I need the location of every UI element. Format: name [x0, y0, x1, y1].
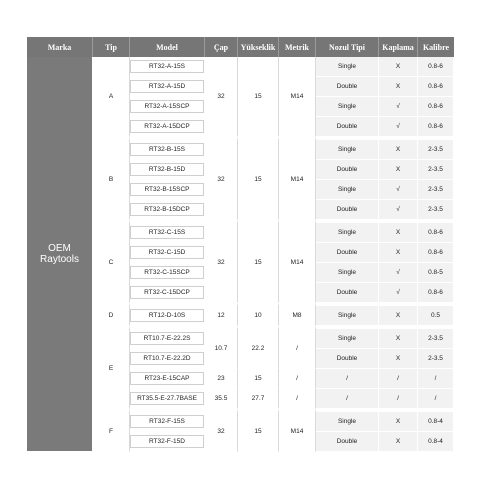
model-cell — [130, 97, 205, 117]
model-label: RT32-C-15S — [130, 226, 204, 239]
model-cell — [130, 369, 205, 389]
metrik-cell: / — [279, 389, 316, 409]
metrik-cell: / — [279, 326, 316, 369]
yukseklik-cell: 27.7 — [238, 389, 279, 409]
marka-cell — [27, 57, 93, 452]
metrik-cell: M14 — [279, 220, 316, 303]
cap-cell: 32 — [205, 220, 238, 303]
nozul-tipi-cell: Single — [316, 57, 379, 77]
nozul-tipi-cell: Single — [316, 326, 379, 349]
nozul-tipi-cell: Single — [316, 409, 379, 432]
metrik-cell: M8 — [279, 303, 316, 326]
model-cell — [130, 77, 205, 97]
model-label: RT35.5-E-27.7BASE — [130, 392, 204, 405]
model-label: RT32-A-15S — [130, 60, 204, 73]
kalibre-cell: 0.8-6 — [418, 97, 454, 117]
kalibre-cell: 0.8-4 — [418, 409, 454, 432]
nozul-tipi-cell: Double — [316, 283, 379, 303]
nozul-tipi-cell: Double — [316, 349, 379, 369]
kalibre-cell: 0.8-5 — [418, 263, 454, 283]
nozul-tipi-cell: Double — [316, 160, 379, 180]
cap-cell: 32 — [205, 409, 238, 452]
kalibre-cell: 2-3.5 — [418, 160, 454, 180]
model-label: RT32-C-15SCP — [130, 266, 204, 279]
tip-cell: F — [93, 409, 130, 452]
model-cell — [130, 432, 205, 452]
kalibre-cell: 0.8-4 — [418, 432, 454, 452]
kaplama-cell: X — [379, 243, 418, 263]
kaplama-cell: √ — [379, 97, 418, 117]
nozul-tipi-cell: Single — [316, 220, 379, 243]
kalibre-cell: 2-3.5 — [418, 137, 454, 160]
nozul-tipi-cell: Double — [316, 432, 379, 452]
model-label: RT12-D-10S — [130, 309, 204, 322]
kaplama-cell: X — [379, 326, 418, 349]
model-label: RT23-E-15CAP — [130, 372, 204, 385]
model-label: RT32-A-15SCP — [130, 100, 204, 113]
nozul-tipi-cell: Double — [316, 200, 379, 220]
model-label: RT10.7-E-22.2D — [130, 352, 204, 365]
metrik-cell: M14 — [279, 137, 316, 220]
metrik-cell: M14 — [279, 57, 316, 137]
nozul-tipi-cell: Single — [316, 137, 379, 160]
model-cell — [130, 326, 205, 349]
model-label: RT32-B-15D — [130, 163, 204, 176]
kalibre-cell: 2-3.5 — [418, 349, 454, 369]
model-cell — [130, 243, 205, 263]
kaplama-cell: X — [379, 57, 418, 77]
table-row — [27, 57, 454, 77]
kaplama-cell: X — [379, 409, 418, 432]
metrik-cell: / — [279, 369, 316, 389]
header-nozul-tipi: Nozul Tipi — [316, 37, 379, 57]
model-label: RT32-B-15DCP — [130, 203, 204, 216]
marka-line-1: OEM — [48, 243, 71, 254]
model-cell — [130, 389, 205, 409]
nozul-tipi-cell: Double — [316, 243, 379, 263]
kaplama-cell: X — [379, 349, 418, 369]
nozul-tipi-cell: Double — [316, 77, 379, 97]
yukseklik-cell: 15 — [238, 409, 279, 452]
model-cell — [130, 220, 205, 243]
cap-cell: 35.5 — [205, 389, 238, 409]
kaplama-cell: √ — [379, 263, 418, 283]
model-label: RT10.7-E-22.2S — [130, 332, 204, 345]
model-cell — [130, 263, 205, 283]
model-cell — [130, 409, 205, 432]
kaplama-cell: / — [379, 369, 418, 389]
model-cell — [130, 349, 205, 369]
kalibre-cell: 0.8-6 — [418, 117, 454, 137]
kalibre-cell: 0.8-6 — [418, 220, 454, 243]
model-label: RT32-C-15DCP — [130, 286, 204, 299]
yukseklik-cell: 15 — [238, 220, 279, 303]
model-label: RT32-A-15DCP — [130, 120, 204, 133]
header-metrik: Metrik — [279, 37, 316, 57]
tip-cell: B — [93, 137, 130, 220]
kaplama-cell: √ — [379, 117, 418, 137]
kalibre-cell: 0.8-6 — [418, 283, 454, 303]
model-cell — [130, 283, 205, 303]
nozul-tipi-cell: / — [316, 369, 379, 389]
product-table-container — [27, 37, 454, 452]
marka-line-2: Raytools — [40, 254, 79, 265]
tip-cell: D — [93, 303, 130, 326]
model-cell — [130, 137, 205, 160]
kalibre-cell: 0.8-6 — [418, 243, 454, 263]
model-cell — [130, 160, 205, 180]
yukseklik-cell: 10 — [238, 303, 279, 326]
header-row — [27, 37, 454, 57]
kalibre-cell: 0.8-6 — [418, 57, 454, 77]
header-tip: Tip — [93, 37, 130, 57]
tip-cell: E — [93, 326, 130, 409]
yukseklik-cell: 15 — [238, 57, 279, 137]
model-cell — [130, 303, 205, 326]
cap-cell: 32 — [205, 57, 238, 137]
kaplama-cell: X — [379, 432, 418, 452]
model-label: RT32-A-15D — [130, 80, 204, 93]
model-cell — [130, 117, 205, 137]
kalibre-cell: 2-3.5 — [418, 326, 454, 349]
kalibre-cell: / — [418, 389, 454, 409]
kaplama-cell: X — [379, 160, 418, 180]
header-kalibre: Kalibre — [418, 37, 454, 57]
yukseklik-cell: 15 — [238, 137, 279, 220]
kaplama-cell: / — [379, 389, 418, 409]
nozul-tipi-cell: Single — [316, 263, 379, 283]
kaplama-cell: √ — [379, 200, 418, 220]
header-cap: Çap — [205, 37, 238, 57]
kalibre-cell: 0.8-6 — [418, 77, 454, 97]
model-cell — [130, 200, 205, 220]
cap-cell: 10.7 — [205, 326, 238, 369]
cap-cell: 12 — [205, 303, 238, 326]
cap-cell: 23 — [205, 369, 238, 389]
yukseklik-cell: 15 — [238, 369, 279, 389]
cap-cell: 32 — [205, 137, 238, 220]
model-cell — [130, 180, 205, 200]
nozul-tipi-cell: Single — [316, 97, 379, 117]
header-marka: Marka — [27, 37, 93, 57]
nozul-tipi-cell: Double — [316, 117, 379, 137]
model-label: RT32-B-15S — [130, 143, 204, 156]
nozul-tipi-cell: / — [316, 389, 379, 409]
model-label: RT32-B-15SCP — [130, 183, 204, 196]
metrik-cell: M14 — [279, 409, 316, 452]
header-yukseklik: Yükseklik — [238, 37, 279, 57]
kaplama-cell: X — [379, 303, 418, 326]
header-kaplama: Kaplama — [379, 37, 418, 57]
tip-cell: A — [93, 57, 130, 137]
tip-cell: C — [93, 220, 130, 303]
model-label: RT32-C-15D — [130, 246, 204, 259]
model-label: RT32-F-15D — [130, 435, 204, 448]
kalibre-cell: 0.5 — [418, 303, 454, 326]
kalibre-cell: 2-3.5 — [418, 180, 454, 200]
kaplama-cell: √ — [379, 283, 418, 303]
yukseklik-cell: 22.2 — [238, 326, 279, 369]
product-spec-table — [27, 37, 454, 452]
model-cell — [130, 57, 205, 77]
kalibre-cell: / — [418, 369, 454, 389]
kaplama-cell: X — [379, 137, 418, 160]
kaplama-cell: X — [379, 220, 418, 243]
table-body — [27, 57, 454, 452]
header-model: Model — [130, 37, 205, 57]
kalibre-cell: 2-3.5 — [418, 200, 454, 220]
kaplama-cell: √ — [379, 180, 418, 200]
nozul-tipi-cell: Single — [316, 180, 379, 200]
kaplama-cell: X — [379, 77, 418, 97]
model-label: RT32-F-15S — [130, 415, 204, 428]
nozul-tipi-cell: Single — [316, 303, 379, 326]
